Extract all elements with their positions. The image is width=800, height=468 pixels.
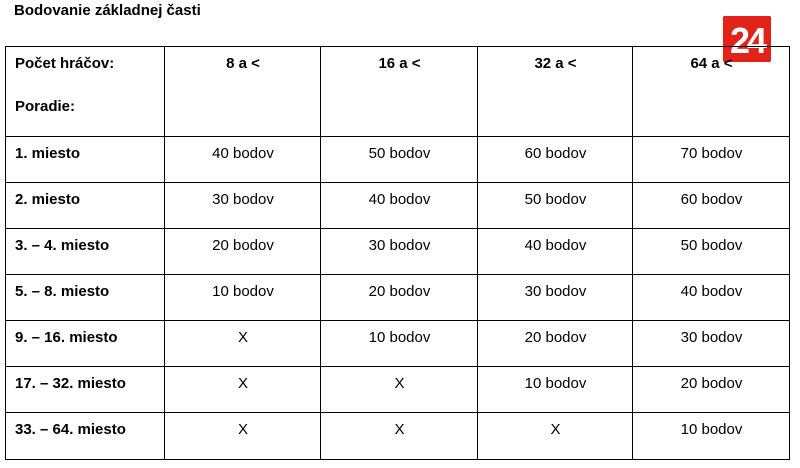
points-cell: 10 bodov (633, 413, 790, 460)
points-cell: 20 bodov (633, 367, 790, 413)
points-cell: X (478, 413, 633, 460)
points-cell: 30 bodov (165, 183, 321, 229)
table-row (6, 413, 790, 460)
points-cell: 40 bodov (478, 229, 633, 275)
points-cell: 60 bodov (633, 183, 790, 229)
table-row (6, 275, 790, 321)
points-cell: X (165, 413, 321, 460)
points-cell: 30 bodov (321, 229, 478, 275)
points-cell: 70 bodov (633, 137, 790, 183)
points-cell: 60 bodov (478, 137, 633, 183)
points-cell: X (165, 321, 321, 367)
table-row (6, 137, 790, 183)
placement-cell: 17. – 32. miesto (6, 367, 165, 413)
placement-cell: 9. – 16. miesto (6, 321, 165, 367)
table-row (6, 321, 790, 367)
points-cell: 40 bodov (633, 275, 790, 321)
points-cell: 10 bodov (165, 275, 321, 321)
points-cell: X (165, 367, 321, 413)
points-cell: 30 bodov (633, 321, 790, 367)
placement-cell: 5. – 8. miesto (6, 275, 165, 321)
placement-cell: 2. miesto (6, 183, 165, 229)
header-column-8: 8 a < (165, 47, 321, 137)
points-table (5, 46, 790, 460)
points-cell: 50 bodov (633, 229, 790, 275)
points-cell: 20 bodov (321, 275, 478, 321)
table-header-row (6, 47, 790, 137)
placement-cell: 1. miesto (6, 137, 165, 183)
points-cell: 40 bodov (321, 183, 478, 229)
points-cell: 50 bodov (321, 137, 478, 183)
points-cell: 30 bodov (478, 275, 633, 321)
table-row (6, 229, 790, 275)
header-column-32: 32 a < (478, 47, 633, 137)
points-cell: 20 bodov (165, 229, 321, 275)
players-count-label: Počet hráčov: (15, 55, 115, 72)
points-cell: 10 bodov (478, 367, 633, 413)
header-label-cell (6, 47, 165, 137)
header-column-16: 16 a < (321, 47, 478, 137)
points-cell: X (321, 413, 478, 460)
placement-label: Poradie: (15, 98, 76, 115)
points-cell: X (321, 367, 478, 413)
placement-cell: 33. – 64. miesto (6, 413, 165, 460)
header-column-64: 64 a < (633, 47, 790, 137)
svg-text:24: 24 (729, 20, 765, 61)
table-row (6, 367, 790, 413)
points-cell: 20 bodov (478, 321, 633, 367)
page-title: Bodovanie základnej časti (14, 2, 201, 19)
table-row (6, 183, 790, 229)
placement-cell: 3. – 4. miesto (6, 229, 165, 275)
points-cell: 40 bodov (165, 137, 321, 183)
points-cell: 50 bodov (478, 183, 633, 229)
points-cell: 10 bodov (321, 321, 478, 367)
